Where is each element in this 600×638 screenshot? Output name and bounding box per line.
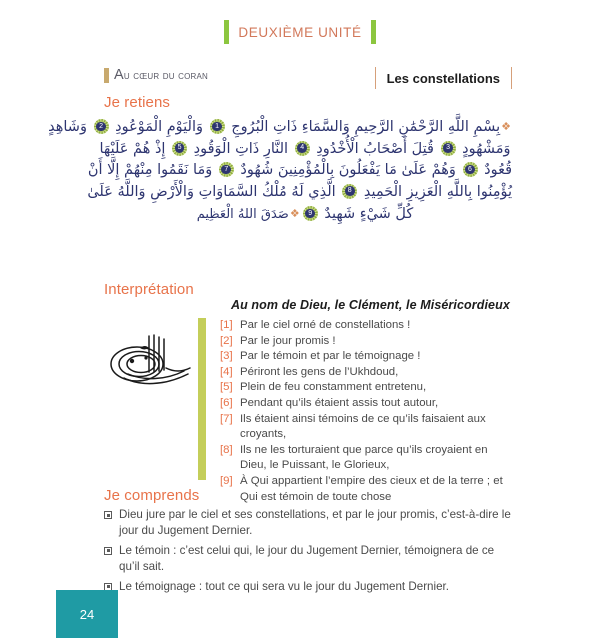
comprends-item-text: Le témoignage : tout ce qui sera vu le jour du Jugement Dernier. — [119, 579, 449, 593]
section-heading-interpretation: Interprétation — [104, 281, 194, 298]
ayah-number: 8 — [345, 186, 355, 196]
arabic-text-run: وَمَا نَقَمُوا مِنْهُمْ إِلَّا أَنْ — [87, 162, 217, 178]
basmala-calligraphy-icon — [104, 328, 196, 394]
comprends-item — [104, 579, 512, 595]
unit-banner-title: DEUXIÈME UNITÉ — [238, 24, 362, 40]
arabic-text-run: قُعُودٌ — [479, 162, 512, 178]
verse-number: [2] — [220, 334, 233, 347]
verse-text: Par le témoin et par le témoignage ! — [240, 350, 421, 363]
arabic-line — [98, 203, 512, 226]
section-heading-je-comprends: Je comprends — [104, 487, 200, 504]
square-bullet-icon — [104, 547, 112, 555]
arabic-text-run: إِذْ هُمْ عَلَيْهَا — [99, 140, 171, 157]
arabic-text-run: وَهُمْ عَلَىٰ مَا يَفْعَلُونَ بِالْمُؤْمِنِينَ شُهُودٌ — [235, 162, 461, 178]
verse-number: [3] — [220, 350, 233, 363]
closing-seal-text: صَدَقَ اللهُ الْعَظِيم — [196, 207, 289, 222]
ayah-marker-icon — [342, 184, 357, 199]
bismillah-french: Au nom de Dieu, le Clément, le Miséricordieux — [231, 298, 510, 312]
arabic-line — [87, 182, 512, 204]
ayah-marker-icon — [94, 119, 109, 134]
verse-number: [1] — [220, 319, 233, 331]
ornament-icon: ❖ — [501, 120, 511, 133]
verse-item — [220, 365, 514, 381]
verse-text: Ils ne les torturaient que parce qu’ils croyaient en Dieu, le Puissant, le Glorieux, — [240, 443, 488, 472]
ayah-marker-icon — [172, 141, 187, 156]
arabic-text-run: وَالْيَوْمِ الْمَوْعُودِ — [110, 119, 208, 135]
page-number-badge: 24 — [56, 590, 118, 638]
rubric — [104, 67, 208, 83]
verse-number: [4] — [220, 365, 233, 378]
ayah-number: 7 — [221, 165, 231, 175]
verse-text: Par le ciel orné de constellations ! — [240, 319, 411, 331]
verse-item — [220, 349, 514, 365]
chapter-title-block — [375, 66, 512, 90]
verse-number: [6] — [220, 396, 233, 409]
verse-text: Plein de feu constamment entretenu, — [240, 381, 427, 394]
rubric-initial: A — [114, 67, 124, 83]
arabic-text-run: كُلِّ شَيْءٍ شَهِيدٌ — [319, 206, 414, 222]
ayah-marker-icon — [210, 119, 225, 134]
verse-item — [220, 318, 514, 334]
verse-text: Périront les gens de l’Ukhdoud, — [240, 365, 399, 378]
verse-number: [8] — [220, 443, 233, 456]
arabic-line — [98, 139, 512, 161]
rubric-label: Au cœur du coran — [114, 67, 209, 83]
arabic-text-run: وَمَشْهُودٍ — [457, 140, 511, 157]
interpretation-verse-panel — [198, 318, 514, 505]
chapter-rule-right — [511, 67, 512, 89]
verse-text: Par le jour promis ! — [240, 334, 336, 347]
ayah-marker-icon — [303, 206, 318, 221]
verse-text: À Qui appartient l’empire des cieux et de la terre ; et Qui est témoin de toute chose — [240, 474, 503, 503]
verse-number: [5] — [220, 381, 233, 394]
comprends-item — [104, 543, 512, 576]
arabic-text-run: وَشَاهِدٍ — [48, 119, 92, 135]
verse-item — [220, 412, 514, 443]
unit-banner-rule-right — [371, 20, 376, 44]
arabic-text-run: الَّذِي لَهُ مُلْكُ السَّمَاوَاتِ وَالْأَرْضِ وَاللَّهُ عَلَىٰ — [87, 183, 341, 200]
ayah-marker-icon — [295, 141, 310, 156]
verse-text: Pendant qu’ils étaient assis tout autour, — [240, 396, 439, 409]
unit-banner — [0, 20, 600, 44]
square-bullet-icon — [104, 511, 112, 519]
ayah-number: 9 — [305, 209, 315, 219]
ayah-marker-icon — [463, 162, 478, 177]
header-row — [104, 66, 512, 90]
ayah-number: 5 — [175, 143, 185, 153]
comprends-item — [104, 507, 512, 540]
ayah-number: 2 — [96, 122, 106, 132]
comprends-item-text: Dieu jure par le ciel et ses constellations, et par le jour promis, c’est-à-dire le jour du Jugement Dernier. — [119, 508, 511, 538]
ayah-marker-icon — [441, 141, 456, 156]
verse-item — [220, 443, 514, 474]
verse-item — [220, 334, 514, 350]
rubric-bar — [104, 68, 109, 83]
ayah-number: 1 — [212, 122, 222, 132]
arabic-text-run: وَالسَّمَاءِ ذَاتِ الْبُرُوجِ — [226, 119, 355, 135]
comprends-list — [104, 507, 512, 598]
arabic-quran-text — [48, 116, 512, 226]
verse-text: Ils étaient ainsi témoins de ce qu’ils faisaient aux croyants, — [240, 412, 486, 441]
ayah-number: 4 — [297, 143, 307, 153]
comprends-item-text: Le témoin : c’est celui qui, le jour du Jugement Dernier, témoignera de ce qu’il sait. — [119, 543, 495, 574]
arabic-text-run: يُؤْمِنُوا بِاللَّهِ الْعَزِيزِ الْحَمِيدِ — [359, 183, 512, 200]
arabic-line — [48, 116, 512, 139]
verse-item — [220, 396, 514, 412]
verse-number: [9] — [220, 474, 233, 487]
arabic-text-run: قُتِلَ أَصْحَابُ الْأُخْدُودِ — [311, 140, 439, 157]
arabic-text-run: بِسْمِ اللَّهِ الرَّحْمَٰنِ الرَّحِيمِ — [354, 119, 501, 135]
ayah-marker-icon — [219, 162, 234, 177]
ayah-number: 6 — [465, 165, 475, 175]
verse-number: [7] — [220, 412, 233, 425]
ayah-number: 3 — [443, 143, 453, 153]
verse-item — [220, 474, 514, 505]
verse-item — [220, 380, 514, 396]
verse-panel-accent-bar — [198, 318, 206, 480]
arabic-line — [87, 160, 512, 182]
section-heading-je-retiens: Je retiens — [104, 94, 171, 111]
verse-list — [198, 318, 514, 505]
ornament-icon: ❖ — [289, 207, 300, 220]
arabic-text-run: النَّارِ ذَاتِ الْوَقُودِ — [189, 140, 293, 157]
chapter-title: Les constellations — [386, 70, 500, 86]
